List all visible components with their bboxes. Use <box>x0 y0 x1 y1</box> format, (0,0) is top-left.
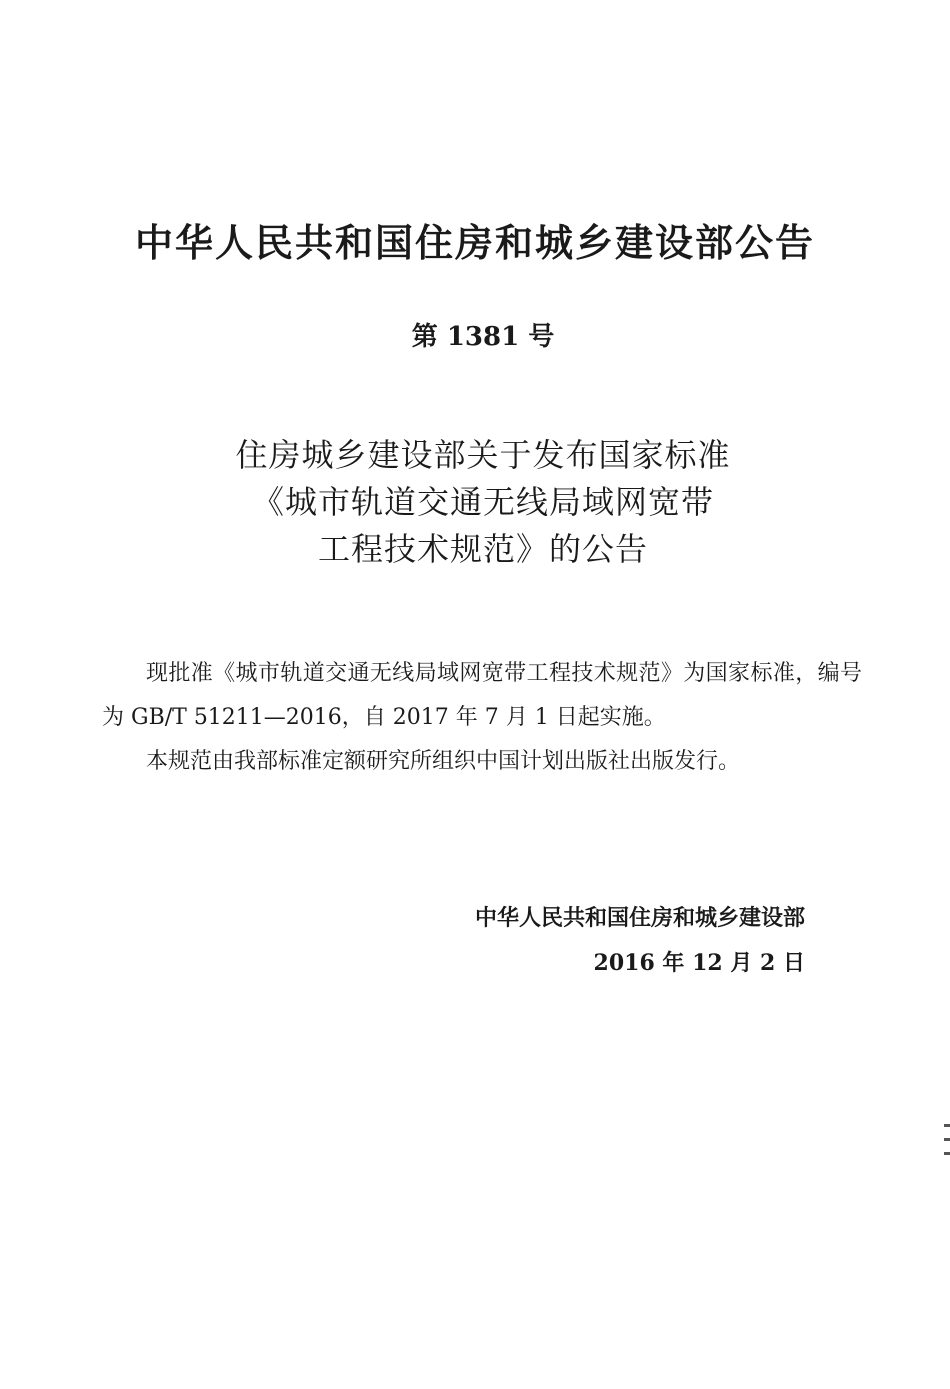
heading-line: 工程技术规范》的公告 <box>317 530 648 568</box>
notice-number: 第 1381 号 <box>411 322 555 352</box>
page-edge-mark <box>944 1124 950 1168</box>
heading-line: 住房城乡建设部关于发布国家标准 <box>235 436 731 474</box>
body-paragraph: 本规范由我部标准定额研究所组织中国计划出版社出版发行。 <box>146 749 741 774</box>
heading-line: 《城市轨道交通无线局域网宽带 <box>251 483 714 521</box>
notice-body <box>102 652 862 784</box>
signature-date: 2016 年 12 月 2 日 <box>593 950 805 976</box>
notice-heading <box>0 432 950 573</box>
authority-title: 中华人民共和国住房和城乡建设部公告 <box>134 221 815 265</box>
signature-issuer: 中华人民共和国住房和城乡建设部 <box>474 906 805 931</box>
signature-block <box>475 896 805 986</box>
body-paragraph: 现批准《城市轨道交通无线局域网宽带工程技术规范》为国家标准，编号为 GB/T 51211—2016，自 2017 年 7 月 1 日起实施。 <box>102 661 862 730</box>
